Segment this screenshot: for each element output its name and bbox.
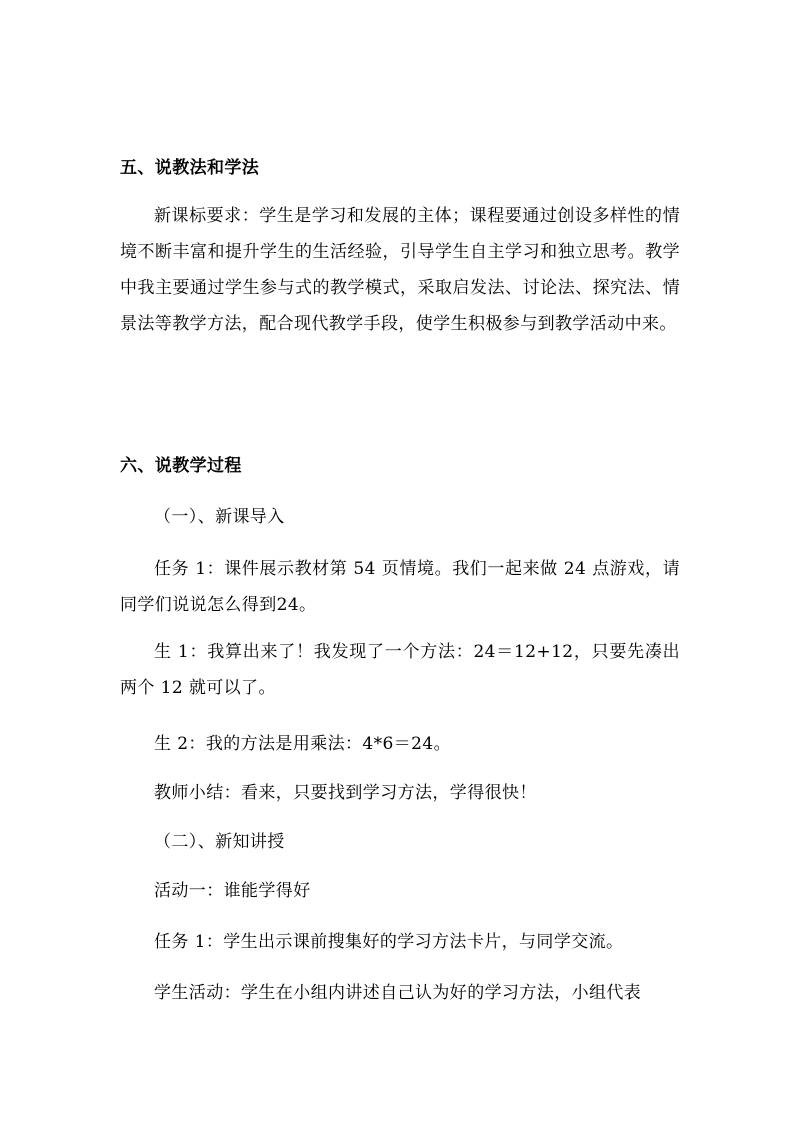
subsection-2-heading: （二）、新知讲授 <box>154 832 285 852</box>
student-activity-paragraph: 学生活动：学生在小组内讲述自己认为好的学习方法，小组代表 <box>154 983 642 1003</box>
teacher-summary: 教师小结：看来，只要找到学习方法，学得很快！ <box>154 783 537 803</box>
subsection-1-heading: （一）、新课导入 <box>154 507 285 527</box>
student-1-paragraph: 生 1：我算出来了！我发现了一个方法：24＝12+12，只要先凑出两个 12 就可以了。 <box>120 642 680 698</box>
activity-1-heading: 活动一：谁能学得好 <box>154 881 311 901</box>
student-2-paragraph: 生 2：我的方法是用乘法：4*6＝24。 <box>154 734 451 754</box>
task-1-paragraph: 任务 1：课件展示教材第 54 页情境。我们一起来做 24 点游戏，请同学们说说怎么得到24。 <box>120 559 680 615</box>
section-6-heading: 六、说教学过程 <box>120 456 242 476</box>
task-1b-paragraph: 任务 1：学生出示课前搜集好的学习方法卡片，与同学交流。 <box>154 932 624 952</box>
section-5-paragraph: 新课标要求：学生是学习和发展的主体；课程要通过创设多样性的情境不断丰富和提升学生的生活经验，引导学生自主学习和独立思考。教学中我主要通过学生参与式的教学模式，采取启发法、讨论法、探究法、情景法等教学方法，配合现代教学手段，使学生积极参与到教学活动中来。 <box>120 206 680 334</box>
section-5-heading: 五、说教法和学法 <box>120 158 260 178</box>
